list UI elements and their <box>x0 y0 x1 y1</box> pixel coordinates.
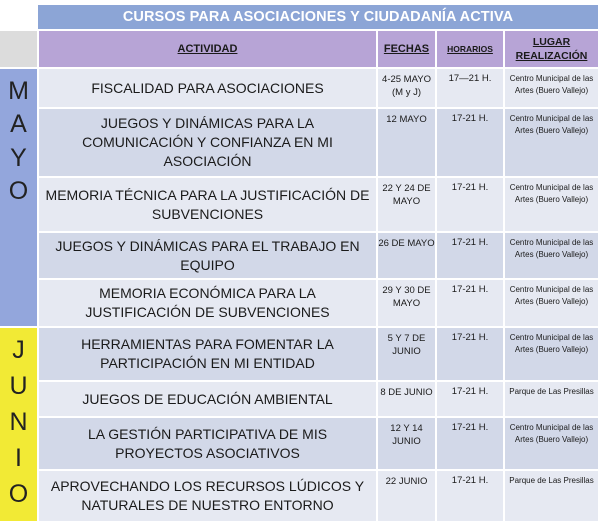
cell-horarios: 17—21 H. <box>437 69 503 107</box>
cell-fechas: 4-25 MAYO (M y J) <box>378 69 435 107</box>
cell-fechas: 29 Y 30 DE MAYO <box>378 280 435 326</box>
month-letter: O <box>8 176 29 205</box>
cell-actividad: JUEGOS Y DINÁMICAS PARA LA COMUNICACIÓN Y CONFIANZA EN MI ASOCIACIÓN <box>39 109 376 176</box>
cell-fechas: 12 MAYO <box>378 109 435 176</box>
table-row <box>39 233 598 278</box>
cell-fechas: 12 Y 14 JUNIO <box>378 418 435 469</box>
cell-actividad: LA GESTIÓN PARTICIPATIVA DE MIS PROYECTOS ASOCIATIVOS <box>39 418 376 469</box>
month-letter: I <box>15 444 22 473</box>
table-row <box>39 280 598 326</box>
table-row <box>39 69 598 107</box>
month-letter: J <box>12 335 25 364</box>
month-label-junio <box>0 328 37 521</box>
table-title: CURSOS PARA ASOCIACIONES Y CIUDADANÍA ACTIVA <box>38 5 598 29</box>
cell-lugar: Centro Municipal de las Artes (Buero Vallejo) <box>505 178 598 231</box>
cell-horarios: 17-21 H. <box>437 471 503 521</box>
header-blank-cell <box>0 31 37 67</box>
table-row <box>39 109 598 176</box>
header-fechas: FECHAS <box>378 31 435 67</box>
month-letter: N <box>9 407 28 436</box>
cell-horarios: 17-21 H. <box>437 418 503 469</box>
cell-fechas: 5 Y 7 DE JUNIO <box>378 328 435 380</box>
month-letter: U <box>9 371 28 400</box>
cell-horarios: 17-21 H. <box>437 382 503 416</box>
cell-horarios: 17-21 H. <box>437 178 503 231</box>
cell-lugar: Centro Municipal de las Artes (Buero Vallejo) <box>505 233 598 278</box>
cell-actividad: JUEGOS DE EDUCACIÓN AMBIENTAL <box>39 382 376 416</box>
table-row <box>39 382 598 416</box>
header-actividad: ACTIVIDAD <box>39 31 376 67</box>
cell-actividad: APROVECHANDO LOS RECURSOS LÚDICOS Y NATURALES DE NUESTRO ENTORNO <box>39 471 376 521</box>
table-row <box>39 178 598 231</box>
table-row <box>39 471 598 521</box>
cell-lugar: Centro Municipal de las Artes (Buero Vallejo) <box>505 280 598 326</box>
cell-actividad: JUEGOS Y DINÁMICAS PARA EL TRABAJO EN EQUIPO <box>39 233 376 278</box>
month-label-mayo <box>0 69 37 326</box>
cell-actividad: MEMORIA TÉCNICA PARA LA JUSTIFICACIÓN DE SUBVENCIONES <box>39 178 376 231</box>
cell-fechas: 8 DE JUNIO <box>378 382 435 416</box>
cell-actividad: HERRAMIENTAS PARA FOMENTAR LA PARTICIPACIÓN EN MI ENTIDAD <box>39 328 376 380</box>
cell-actividad: FISCALIDAD PARA ASOCIACIONES <box>39 69 376 107</box>
month-letter: Y <box>10 143 27 172</box>
table-row <box>39 328 598 380</box>
month-letter: M <box>8 77 29 106</box>
cell-lugar: Centro Municipal de las Artes (Buero Vallejo) <box>505 109 598 176</box>
header-horarios: HORARIOS <box>437 31 503 67</box>
month-letter: O <box>8 480 29 509</box>
cell-lugar: Centro Municipal de las Artes (Buero Vallejo) <box>505 418 598 469</box>
cell-horarios: 17-21 H. <box>437 233 503 278</box>
cell-lugar: Parque de Las Presillas <box>505 382 598 416</box>
cell-lugar: Centro Municipal de las Artes (Buero Vallejo) <box>505 328 598 380</box>
table-row <box>39 418 598 469</box>
cell-fechas: 26 DE MAYO <box>378 233 435 278</box>
cell-fechas: 22 Y 24 DE MAYO <box>378 178 435 231</box>
cell-horarios: 17-21 H. <box>437 109 503 176</box>
header-lugar: LUGAR REALIZACIÓN <box>505 31 598 67</box>
cell-horarios: 17-21 H. <box>437 280 503 326</box>
cell-lugar: Centro Municipal de las Artes (Buero Vallejo) <box>505 69 598 107</box>
month-letter: A <box>10 110 27 139</box>
cell-horarios: 17-21 H. <box>437 328 503 380</box>
cell-actividad: MEMORIA ECONÓMICA PARA LA JUSTIFICACIÓN DE SUBVENCIONES <box>39 280 376 326</box>
cell-lugar: Parque de Las Presillas <box>505 471 598 521</box>
cell-fechas: 22 JUNIO <box>378 471 435 521</box>
